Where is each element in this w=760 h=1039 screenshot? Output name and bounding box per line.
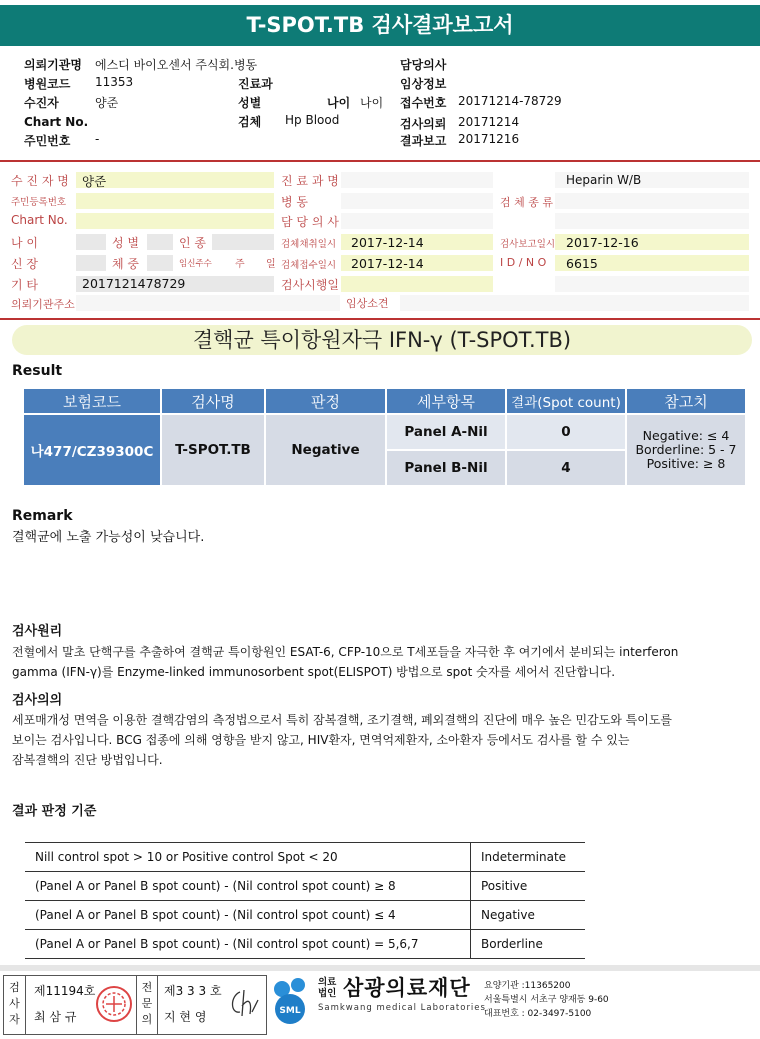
specimen-value: Hp Blood bbox=[285, 113, 340, 127]
reference-cell bbox=[627, 415, 745, 485]
form-spec-type-field bbox=[555, 193, 749, 209]
receipt-no-label: 접수번호 bbox=[400, 96, 447, 110]
org-code: 요양기관 :11365200 bbox=[484, 981, 571, 991]
specialist-license-no: 제3 3 3 호 bbox=[164, 984, 222, 998]
judgement-cell: Negative bbox=[266, 415, 385, 485]
receipt-no-value: 20171214-78729 bbox=[458, 94, 562, 108]
divider-bottom bbox=[0, 318, 760, 320]
form-receipt-value: 2017-12-14 bbox=[351, 256, 424, 271]
form-height-label: 신 장 bbox=[11, 257, 38, 271]
specialist-name: 지 현 영 bbox=[164, 1010, 207, 1024]
tester-name: 최 삼 규 bbox=[34, 1010, 77, 1024]
form-etc-value: 2017121478729 bbox=[82, 276, 186, 291]
form-spec-type-label: 검 체 종 류 bbox=[500, 196, 553, 209]
form-clinical-label: 임상소견 bbox=[346, 297, 389, 310]
tester-seal-icon bbox=[94, 982, 134, 1026]
form-receipt-label: 검체접수일시 bbox=[281, 260, 337, 271]
panel-a-value: 0 bbox=[507, 415, 625, 449]
col-reference: 참고치 bbox=[627, 389, 745, 413]
tester-label-1: 검 bbox=[9, 981, 20, 994]
tester-license-no: 제11194호 bbox=[34, 984, 96, 998]
org-prefix-2: 법인 bbox=[318, 988, 337, 999]
form-chart-label: Chart No. bbox=[11, 213, 68, 227]
col-spot-count: 결과(Spot count) bbox=[507, 389, 625, 413]
result-table bbox=[22, 387, 747, 487]
col-test-name: 검사명 bbox=[162, 389, 264, 413]
form-weight-label: 체 중 bbox=[112, 257, 139, 271]
significance-heading: 검사의의 bbox=[12, 693, 63, 708]
org-prefix-1: 의료 bbox=[318, 977, 337, 988]
form-day-label: 일 bbox=[266, 259, 276, 270]
col-detail: 세부항목 bbox=[387, 389, 505, 413]
form-patient-label: 수 진 자 명 bbox=[11, 174, 69, 188]
form-doctor-label: 담 당 의 사 bbox=[281, 215, 339, 229]
report-title: T-SPOT.TB 검사결과보고서 bbox=[0, 5, 760, 46]
criteria-cond: Nill control spot > 10 or Positive control Spot < 20 bbox=[25, 843, 471, 872]
form-idno-label: I D / N O bbox=[500, 256, 547, 269]
significance-text bbox=[12, 710, 752, 770]
criteria-cond: (Panel A or Panel B spot count) - (Nil control spot count) ≥ 8 bbox=[25, 872, 471, 901]
form-sex-field bbox=[147, 234, 173, 250]
criteria-result: Positive bbox=[471, 872, 586, 901]
criteria-heading: 결과 판정 기준 bbox=[12, 804, 97, 819]
form-addr-field bbox=[76, 295, 340, 311]
form-resident-label: 주민등록번호 bbox=[11, 197, 67, 208]
form-blank-field bbox=[555, 213, 749, 229]
remark-text: 결핵균에 노출 가능성이 낮습니다. bbox=[12, 530, 205, 545]
form-race-field bbox=[212, 234, 274, 250]
org-prefix bbox=[318, 977, 336, 999]
form-collect-label: 검체채취일시 bbox=[281, 239, 337, 250]
form-patient-value: 양준 bbox=[82, 174, 107, 189]
principle-line-2: gamma (IFN-γ)를 Enzyme-linked immunosorbent spot(ELISPOT) 방법으로 spot 숫자를 세어서 진단합니다. bbox=[12, 665, 616, 679]
test-name-cell: T-SPOT.TB bbox=[162, 415, 264, 485]
principle-line-1: 전혈에서 말초 단핵구를 추출하여 결핵균 특이항원인 ESAT-6, CFP-10으로 T세포들을 자극한 후 여기에서 분비되는 interferon bbox=[12, 645, 679, 659]
specialist-label-3: 의 bbox=[141, 1013, 153, 1026]
form-preg-label: 임신주수 bbox=[179, 259, 212, 269]
report-date-label: 결과보고 bbox=[400, 134, 447, 148]
form-ward-label: 병 동 bbox=[281, 195, 308, 209]
age-label: 나이 bbox=[327, 96, 351, 110]
tester-signature-box bbox=[3, 975, 267, 1035]
form-idno-value: 6615 bbox=[566, 256, 598, 271]
specialist-signature-icon bbox=[226, 986, 262, 1020]
tester-label bbox=[4, 976, 26, 1034]
criteria-table bbox=[25, 842, 585, 959]
specimen-label: 검체 bbox=[238, 115, 262, 129]
sex-label: 성별 bbox=[238, 96, 262, 110]
form-weight-field bbox=[147, 255, 173, 271]
age-value: 나이 bbox=[360, 96, 384, 110]
resident-no-value: - bbox=[95, 132, 100, 146]
hospital-code-label: 병원코드 bbox=[24, 77, 71, 91]
form-dept-label: 진 료 과 명 bbox=[281, 174, 339, 188]
sml-logo-icon bbox=[270, 975, 314, 1025]
form-chart-field bbox=[76, 213, 274, 229]
org-address: 서울특별시 서초구 양재동 9-60 bbox=[484, 995, 609, 1005]
criteria-row bbox=[25, 872, 585, 901]
institution-value: 에스디 바이오센서 주식회.병동 bbox=[95, 58, 258, 72]
org-phone: 대표번호 : 02-3497-5100 bbox=[484, 1009, 592, 1019]
panel-a-cell: Panel A-Nil bbox=[387, 415, 505, 449]
criteria-result: Borderline bbox=[471, 930, 586, 959]
form-specimen-value: Heparin W/B bbox=[566, 173, 642, 187]
doctor-label: 담당의사 bbox=[400, 58, 447, 72]
form-report-value: 2017-12-16 bbox=[566, 235, 639, 250]
patient-value: 양준 bbox=[95, 96, 119, 110]
tester-label-3: 자 bbox=[9, 1013, 20, 1026]
form-ward-field bbox=[341, 193, 493, 209]
significance-line-2: 보이는 검사입니다. BCG 접종에 의해 영향을 받지 않고, HIV환자, 면역억제환자, 소아환자 등에서도 검사를 할 수 있는 bbox=[12, 733, 630, 747]
form-exam-extra-field bbox=[555, 276, 749, 292]
form-exam-label: 검사시행일 bbox=[281, 278, 339, 292]
patient-label: 수진자 bbox=[24, 96, 59, 110]
form-report-label: 검사보고일시 bbox=[500, 239, 556, 250]
principle-heading: 검사원리 bbox=[12, 624, 63, 639]
ref-positive: Positive: ≥ 8 bbox=[646, 456, 726, 471]
footer-band bbox=[0, 965, 760, 971]
form-resident-field bbox=[76, 193, 274, 209]
ref-negative: Negative: ≤ 4 bbox=[642, 428, 730, 443]
significance-line-1: 세포매개성 면역을 이용한 결핵감염의 측정법으로서 특히 잠복결핵, 조기결핵, 폐외결핵의 진단에 매우 높은 민감도와 특이도를 bbox=[12, 713, 673, 727]
criteria-result: Negative bbox=[471, 901, 586, 930]
request-date-label: 검사의뢰 bbox=[400, 117, 447, 131]
panel-b-value: 4 bbox=[507, 451, 625, 485]
form-dept-field bbox=[341, 172, 493, 188]
form-collect-value: 2017-12-14 bbox=[351, 235, 424, 250]
org-contact bbox=[484, 979, 609, 1021]
test-banner: 결핵균 특이항원자극 IFN-γ (T-SPOT.TB) bbox=[12, 325, 752, 355]
report-date-value: 20171216 bbox=[458, 132, 520, 146]
criteria-cond: (Panel A or Panel B spot count) - (Nil control spot count) = 5,6,7 bbox=[25, 930, 471, 959]
form-clinical-field bbox=[400, 295, 749, 311]
specialist-label bbox=[136, 976, 158, 1034]
criteria-cond: (Panel A or Panel B spot count) - (Nil control spot count) ≤ 4 bbox=[25, 901, 471, 930]
form-height-field bbox=[76, 255, 106, 271]
report-footer bbox=[0, 965, 760, 1039]
specialist-label-2: 문 bbox=[141, 997, 153, 1010]
result-heading: Result bbox=[12, 363, 63, 379]
org-name: 삼광의료재단 bbox=[343, 976, 471, 1000]
col-insurance-code: 보험코드 bbox=[24, 389, 160, 413]
ref-borderline: Borderline: 5 - 7 bbox=[635, 442, 737, 457]
resident-no-label: 주민번호 bbox=[24, 134, 71, 148]
criteria-row bbox=[25, 930, 585, 959]
form-sex-label: 성 별 bbox=[112, 236, 139, 250]
specialist-label-1: 전 bbox=[141, 981, 153, 994]
insurance-code-cell: 나477/CZ39300C bbox=[24, 415, 160, 485]
form-week-label: 주 bbox=[235, 259, 245, 270]
significance-line-3: 잠복결핵의 진단 방법입니다. bbox=[12, 753, 163, 767]
criteria-result: Indeterminate bbox=[471, 843, 586, 872]
chart-no-label: Chart No. bbox=[24, 115, 89, 129]
form-age-label: 나 이 bbox=[11, 236, 38, 250]
org-english-name: Samkwang medical Laboratories bbox=[318, 1003, 486, 1013]
panel-b-cell: Panel B-Nil bbox=[387, 451, 505, 485]
form-exam-field bbox=[341, 276, 493, 292]
tester-label-2: 사 bbox=[9, 997, 20, 1010]
form-addr-label: 의뢰기관주소 bbox=[11, 298, 75, 311]
criteria-row bbox=[25, 843, 585, 872]
clinical-info-label: 임상정보 bbox=[400, 77, 447, 91]
sml-logo-text: SML bbox=[279, 1006, 301, 1016]
col-judgement: 판정 bbox=[266, 389, 385, 413]
dept-label: 진료과 bbox=[238, 77, 273, 91]
institution-label: 의뢰기관명 bbox=[24, 58, 82, 72]
remark-heading: Remark bbox=[12, 508, 73, 524]
form-race-label: 인 종 bbox=[179, 236, 206, 250]
principle-text bbox=[12, 642, 752, 682]
form-etc-label: 기 타 bbox=[11, 278, 38, 292]
form-age-field bbox=[76, 234, 106, 250]
hospital-code-value: 11353 bbox=[95, 75, 134, 89]
divider-top bbox=[0, 160, 760, 162]
criteria-row bbox=[25, 901, 585, 930]
request-date-value: 20171214 bbox=[458, 115, 520, 129]
form-doctor-field bbox=[341, 213, 493, 229]
